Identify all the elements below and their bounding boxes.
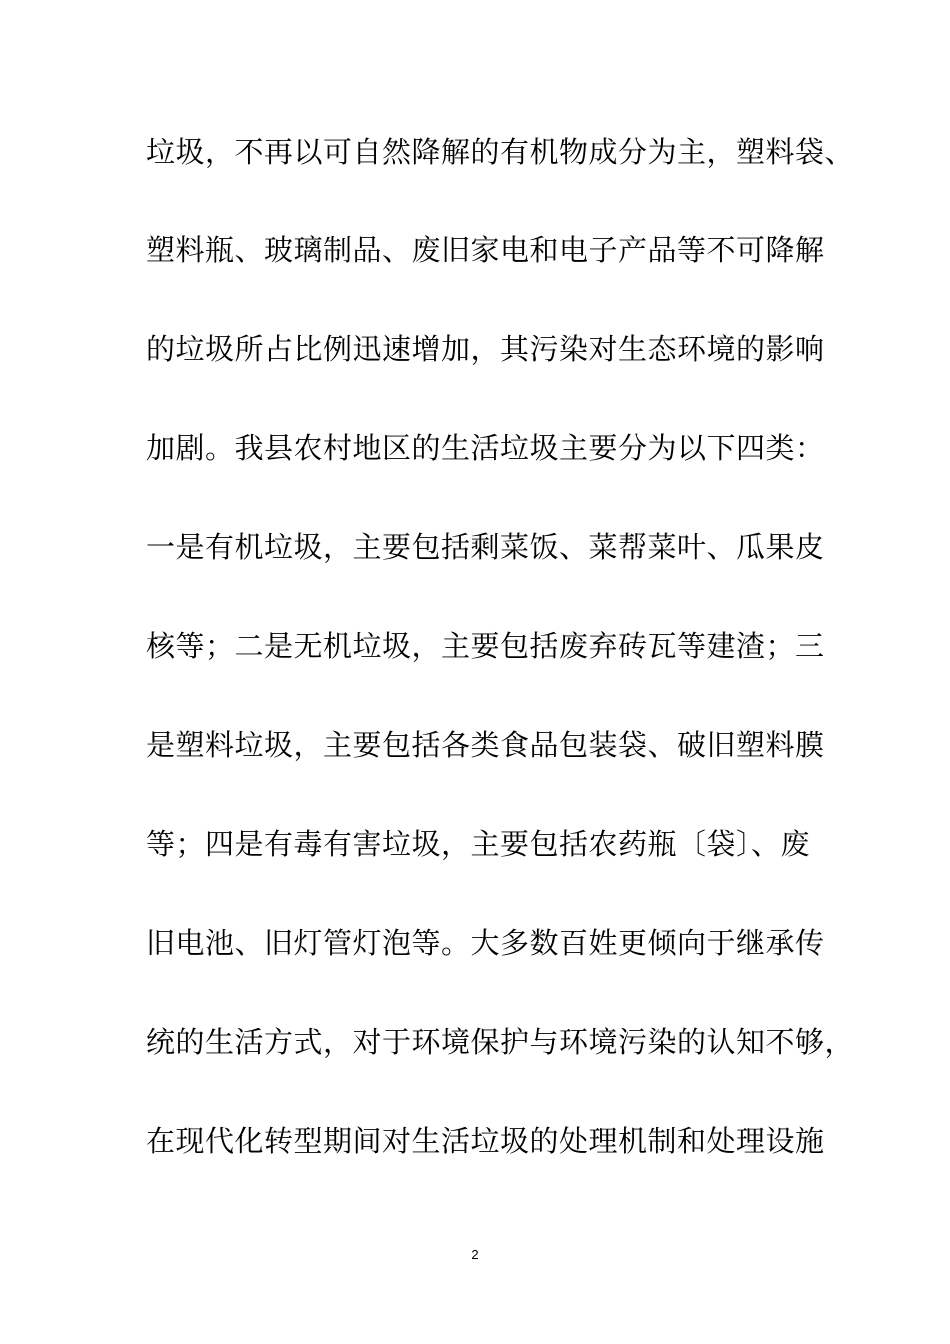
body-text-line: 旧电池、旧灯管灯泡等。大多数百姓更倾向于继承传 [146, 926, 825, 960]
page-number: 2 [471, 1247, 479, 1262]
body-text-line: 加剧。我县农村地区的生活垃圾主要分为以下四类： [146, 431, 825, 465]
body-text-line: 垃圾，不再以可自然降解的有机物成分为主，塑料袋、 [146, 135, 855, 169]
body-text-line: 是塑料垃圾，主要包括各类食品包装袋、破旧塑料膜 [146, 728, 825, 762]
body-text-line: 一是有机垃圾，主要包括剩菜饭、菜帮菜叶、瓜果皮 [146, 530, 825, 564]
body-text-line: 在现代化转型期间对生活垃圾的处理机制和处理设施 [146, 1124, 825, 1158]
body-text-line: 统的生活方式，对于环境保护与环境污染的认知不够， [146, 1025, 855, 1059]
body-text-line: 等；四是有毒有害垃圾，主要包括农药瓶〔袋〕、废 [146, 827, 811, 861]
body-text-line: 的垃圾所占比例迅速增加，其污染对生态环境的影响 [146, 332, 825, 366]
body-text-line: 塑料瓶、玻璃制品、废旧家电和电子产品等不可降解 [146, 233, 825, 267]
body-text-line: 核等；二是无机垃圾，主要包括废弃砖瓦等建渣；三 [146, 629, 825, 663]
